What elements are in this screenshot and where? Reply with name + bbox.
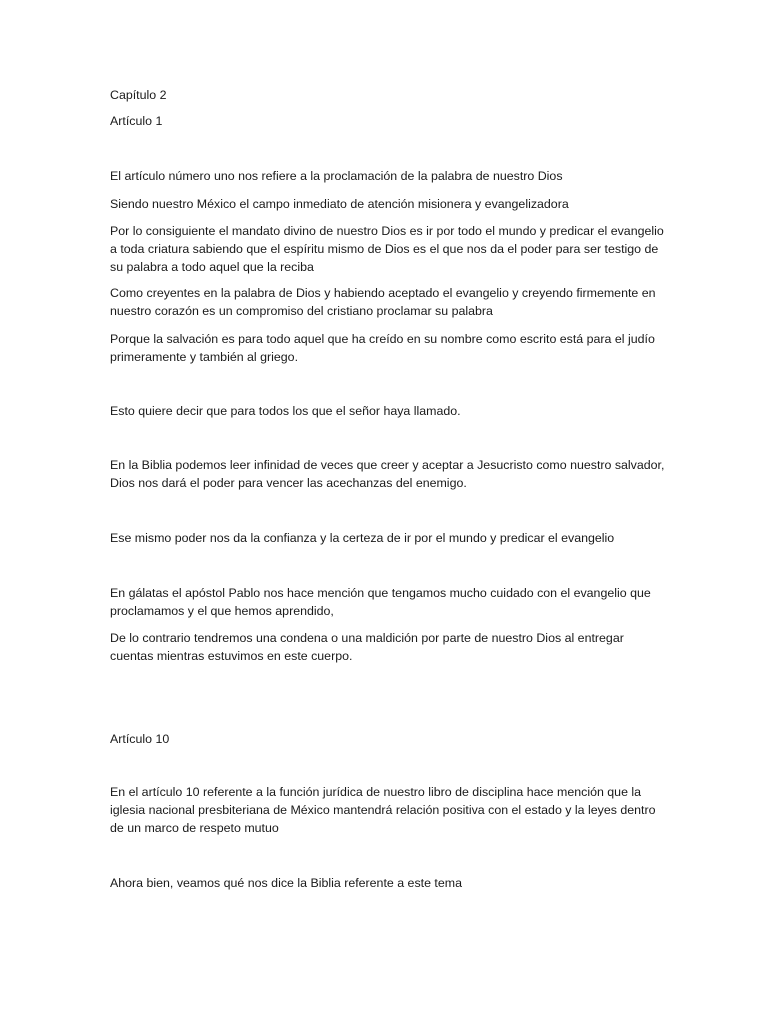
article-10-heading: Artículo 10 bbox=[110, 732, 170, 746]
paragraph: Por lo consiguiente el mandato divino de nuestro Dios es ir por todo el mundo y predicar el evangelio a toda criatura sabiendo que el espíritu mismo de Dios es el que nos da el poder para ser testigo de su palabra a todo aquel que la reciba bbox=[110, 224, 664, 274]
paragraph: Ahora bien, veamos qué nos dice la Biblia referente a este tema bbox=[110, 876, 462, 890]
paragraph: De lo contrario tendremos una condena o una maldición por parte de nuestro Dios al entregar cuentas mientras estuvimos en este cuerpo. bbox=[110, 631, 624, 663]
paragraph: En gálatas el apóstol Pablo nos hace mención que tengamos mucho cuidado con el evangelio que proclamamos y el que hemos aprendido, bbox=[110, 586, 651, 618]
paragraph: En la Biblia podemos leer infinidad de veces que creer y aceptar a Jesucristo como nuestro salvador, Dios nos dará el poder para vencer las acechanzas del enemigo. bbox=[110, 458, 665, 490]
paragraph: En el artículo 10 referente a la función jurídica de nuestro libro de disciplina hace mención que la iglesia nacional presbiteriana de México mantendrá relación positiva con el estado y la leyes dentro de un marco de respeto mutuo bbox=[110, 785, 656, 835]
paragraph: Siendo nuestro México el campo inmediato de atención misionera y evangelizadora bbox=[110, 197, 569, 211]
paragraph: Como creyentes en la palabra de Dios y habiendo aceptado el evangelio y creyendo firmemente en nuestro corazón es un compromiso del cristiano proclamar su palabra bbox=[110, 286, 656, 318]
paragraph: Porque la salvación es para todo aquel que ha creído en su nombre como escrito está para el judío primeramente y también al griego. bbox=[110, 332, 655, 364]
chapter-heading: Capítulo 2 bbox=[110, 88, 167, 102]
paragraph: El artículo número uno nos refiere a la proclamación de la palabra de nuestro Dios bbox=[110, 169, 563, 183]
paragraph: Esto quiere decir que para todos los que el señor haya llamado. bbox=[110, 404, 461, 418]
article-1-heading: Artículo 1 bbox=[110, 114, 163, 128]
paragraph: Ese mismo poder nos da la confianza y la certeza de ir por el mundo y predicar el evangelio bbox=[110, 531, 615, 545]
